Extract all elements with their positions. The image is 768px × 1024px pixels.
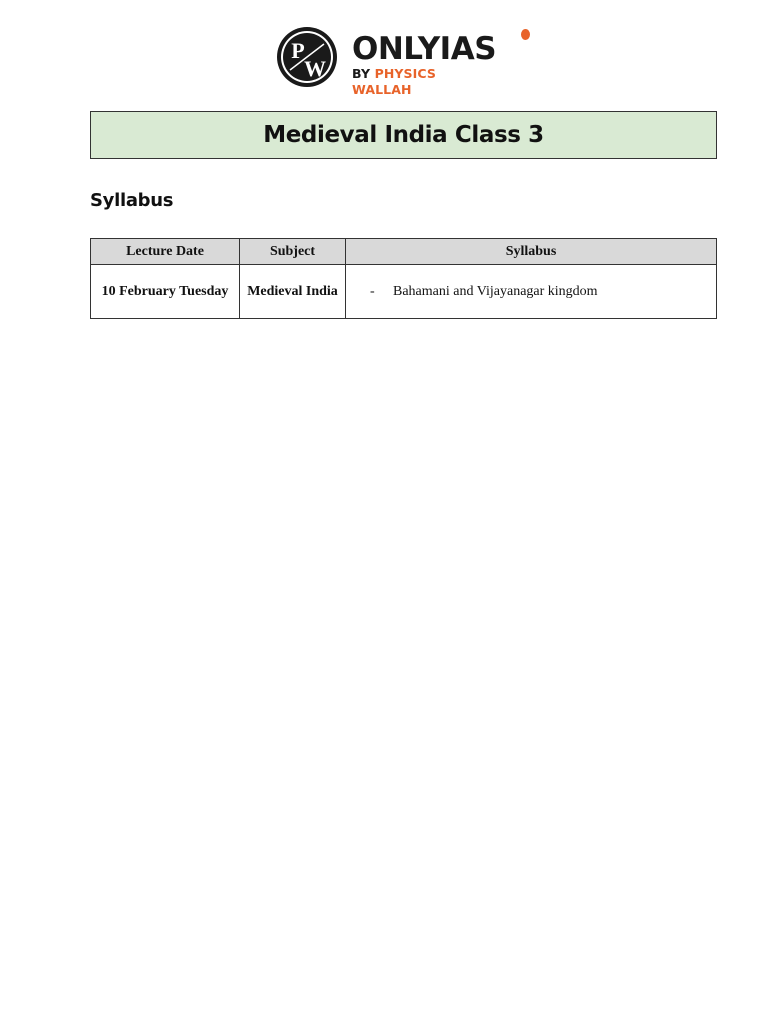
cell-syllabus bbox=[346, 265, 717, 319]
brand-text bbox=[352, 32, 496, 98]
page-title: Medieval India Class 3 bbox=[263, 122, 544, 148]
header-lecture-date: Lecture Date bbox=[91, 239, 240, 265]
cell-lecture-date: 10 February Tuesday bbox=[91, 265, 240, 319]
pw-badge-icon bbox=[276, 26, 338, 88]
brand-dot-icon bbox=[521, 29, 530, 40]
brand-company: PHYSICS WALLAH bbox=[352, 66, 436, 97]
list-item bbox=[370, 284, 716, 300]
header-syllabus: Syllabus bbox=[346, 239, 717, 265]
badge-letter-bottom: W bbox=[304, 56, 326, 81]
brand-by: BY bbox=[352, 66, 371, 81]
table-header-row bbox=[91, 239, 717, 265]
title-banner bbox=[90, 111, 717, 159]
brand-name: ONLYIAS bbox=[352, 32, 496, 66]
table-row bbox=[91, 265, 717, 319]
brand-subtitle bbox=[352, 66, 496, 98]
topic-list bbox=[346, 284, 716, 300]
header-subject: Subject bbox=[240, 239, 346, 265]
brand-logo bbox=[276, 26, 497, 97]
syllabus-table bbox=[90, 238, 717, 319]
badge-letter-top: P bbox=[291, 38, 305, 63]
section-heading: Syllabus bbox=[90, 190, 174, 211]
cell-subject: Medieval India bbox=[240, 265, 346, 319]
bullet-dash: - bbox=[370, 283, 375, 299]
topic-text: Bahamani and Vijayanagar kingdom bbox=[393, 283, 598, 299]
